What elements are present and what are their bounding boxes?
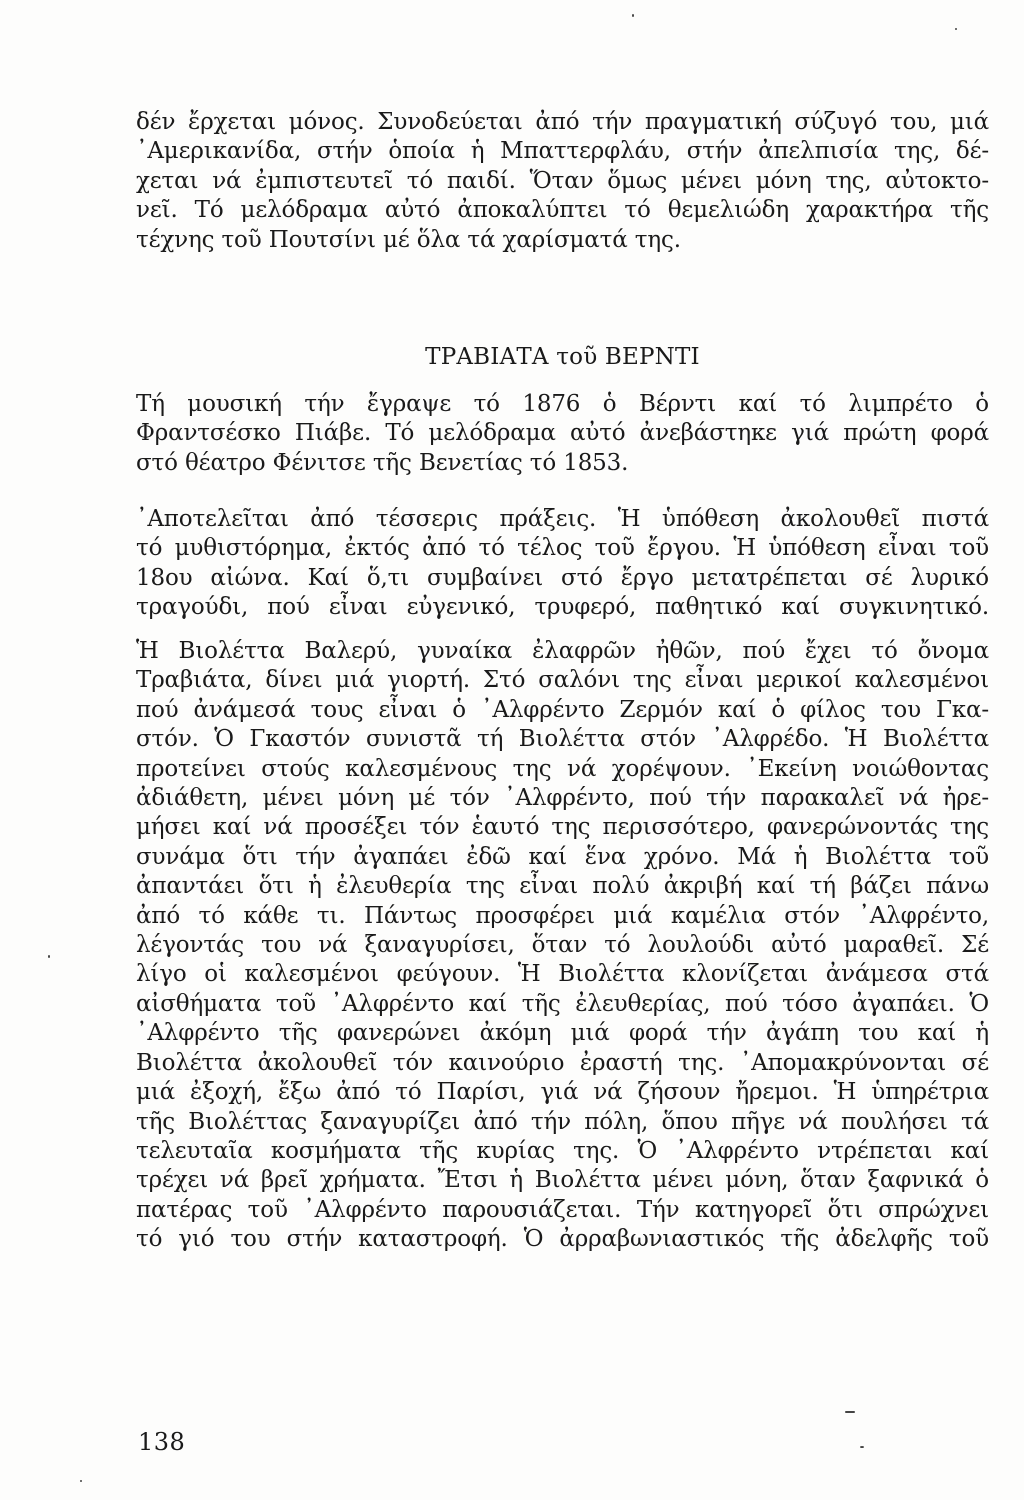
text-line: ἀδιάθετη, μένει μόνη μέ τόν ᾿Αλφρέντο, πού τήν παρακαλεῖ νά ἠρε- bbox=[136, 785, 989, 812]
text-line: στό θέατρο Φένιτσε τῆς Βενετίας τό 1853. bbox=[136, 449, 629, 476]
scan-speck bbox=[860, 1446, 864, 1448]
text-line: ἀπό τό κάθε τι. Πάντως προσφέρει μιά καμέλια στόν ᾿Αλφρέντο, bbox=[136, 902, 989, 929]
intro-paragraph bbox=[136, 108, 989, 255]
text-line: ᾿Αποτελεῖται ἀπό τέσσερις πράξεις. Ἡ ὑπόθεση ἀκολουθεῖ πιστά bbox=[136, 506, 989, 532]
text-line: λίγο οἱ καλεσμένοι φεύγουν. Ἡ Βιολέττα κλονίζεται ἀνάμεσα στά bbox=[136, 961, 989, 988]
scan-speck bbox=[80, 1480, 82, 1482]
text-line: τό γιό του στήν καταστροφή. Ὁ ἀρραβωνιαστικός τῆς ἀδελφῆς τοῦ bbox=[136, 1226, 989, 1253]
text-line: τελευταῖα κοσμήματα τῆς κυρίας της. Ὁ ᾿Αλφρέντο ντρέπεται καί bbox=[136, 1137, 989, 1164]
page-number: 138 bbox=[138, 1428, 186, 1456]
text-line: Ἡ Βιολέττα Βαλερύ, γυναίκα ἐλαφρῶν ἠθῶν, πού ἔχει τό ὄνομα bbox=[136, 638, 989, 664]
text-line: τρέχει νά βρεῖ χρήματα. Ἔτσι ἡ Βιολέττα μένει μόνη, ὅταν ξαφνικά ὁ bbox=[136, 1167, 989, 1194]
text-line: στόν. Ὁ Γκαστόν συνιστᾶ τή Βιολέττα στόν ᾿Αλφρέδο. Ἡ Βιολέττα bbox=[136, 726, 989, 753]
text-line: νεῖ. Τό μελόδραμα αὐτό ἀποκαλύπτει τό θεμελιώδη χαρακτήρα τῆς bbox=[136, 197, 989, 224]
text-line: μήσει καί νά προσέξει τόν ἑαυτό της περισσότερο, φανερώνοντάς της bbox=[136, 814, 989, 841]
structure-paragraph bbox=[136, 505, 989, 623]
text-line: αἰσθήματα τοῦ ᾿Αλφρέντο καί τῆς ἐλευθερίας, πού τόσο ἀγαπάει. Ὁ bbox=[136, 990, 989, 1017]
text-line: ᾿Αμερικανίδα, στήν ὁποία ἡ Μπαττερφλάυ, στήν ἀπελπισία της, δέ- bbox=[136, 138, 989, 165]
text-line: πού ἀνάμεσά τους εἶναι ὁ ᾿Αλφρέντο Ζερμόν καί ὁ φίλος του Γκα- bbox=[136, 696, 989, 723]
text-line: τέχνης τοῦ Πουτσίνι μέ ὅλα τά χαρίσματά της. bbox=[136, 226, 681, 253]
scan-speck bbox=[632, 14, 634, 17]
text-line: Βιολέττα ἀκολουθεῖ τόν καινούριο ἐραστή της. ᾿Απομακρύνονται σέ bbox=[136, 1049, 989, 1076]
text-line: τῆς Βιολέττας ξαναγυρίζει ἀπό τήν πόλη, ὅπου πῆγε νά πουλήσει τά bbox=[136, 1108, 989, 1135]
text-line: ᾿Αλφρέντο τῆς φανερώνει ἀκόμη μιά φορά τήν ἀγάπη του καί ἡ bbox=[136, 1020, 989, 1047]
composer-paragraph bbox=[136, 390, 989, 478]
text-line: δέν ἔρχεται μόνος. Συνοδεύεται ἀπό τήν πραγματική σύζυγό του, μιά bbox=[136, 109, 989, 135]
text-line: Φραντσέσκο Πιάβε. Τό μελόδραμα αὐτό ἀνεβάστηκε γιά πρώτη φορά bbox=[136, 420, 989, 447]
section-title: ΤΡΑΒΙΑΤΑ τοῦ ΒΕΡΝΤΙ bbox=[425, 344, 700, 370]
text-line: μιά ἐξοχή, ἔξω ἀπό τό Παρίσι, γιά νά ζήσουν ἤρεμοι. Ἡ ὑπηρέτρια bbox=[136, 1079, 989, 1106]
text-line: πατέρας τοῦ ᾿Αλφρέντο παρουσιάζεται. Τήν κατηγορεῖ ὅτι σπρώχνει bbox=[136, 1196, 989, 1223]
scan-speck bbox=[955, 28, 957, 30]
scan-speck bbox=[845, 1411, 855, 1413]
plot-paragraph bbox=[136, 637, 989, 1255]
text-line: 18ου αἰώνα. Καί ὅ,τι συμβαίνει στό ἔργο μετατρέπεται σέ λυρικό bbox=[136, 564, 989, 591]
text-line: λέγοντάς του νά ξαναγυρίσει, ὅταν τό λουλούδι αὐτό μαραθεῖ. Σέ bbox=[136, 932, 989, 959]
text-line: χεται νά ἐμπιστευτεῖ τό παιδί. Ὅταν ὅμως μένει μόνη της, αὐτοκτο- bbox=[136, 167, 989, 194]
text-line: προτείνει στούς καλεσμένους της νά χορέψουν. ᾿Εκείνη νοιώθοντας bbox=[136, 755, 989, 782]
text-line: τό μυθιστόρημα, ἐκτός ἀπό τό τέλος τοῦ ἔργου. Ἡ ὑπόθεση εἶναι τοῦ bbox=[136, 535, 989, 562]
text-line: ἀπαντάει ὅτι ἡ ἐλευθερία της εἶναι πολύ ἀκριβή καί τή βάζει πάνω bbox=[136, 873, 989, 900]
text-line: Τή μουσική τήν ἔγραψε τό 1876 ὁ Βέρντι καί τό λιμπρέτο ὁ bbox=[136, 391, 989, 417]
scan-speck bbox=[48, 955, 50, 958]
text-line: τραγούδι, πού εἶναι εὐγενικό, τρυφερό, παθητικό καί συγκινητικό. bbox=[136, 594, 989, 621]
text-line: συνάμα ὅτι τήν ἀγαπάει ἐδῶ καί ἕνα χρόνο. Μά ἡ Βιολέττα τοῦ bbox=[136, 843, 989, 870]
text-line: Τραβιάτα, δίνει μιά γιορτή. Στό σαλόνι της εἶναι μερικοί καλεσμένοι bbox=[136, 667, 989, 694]
